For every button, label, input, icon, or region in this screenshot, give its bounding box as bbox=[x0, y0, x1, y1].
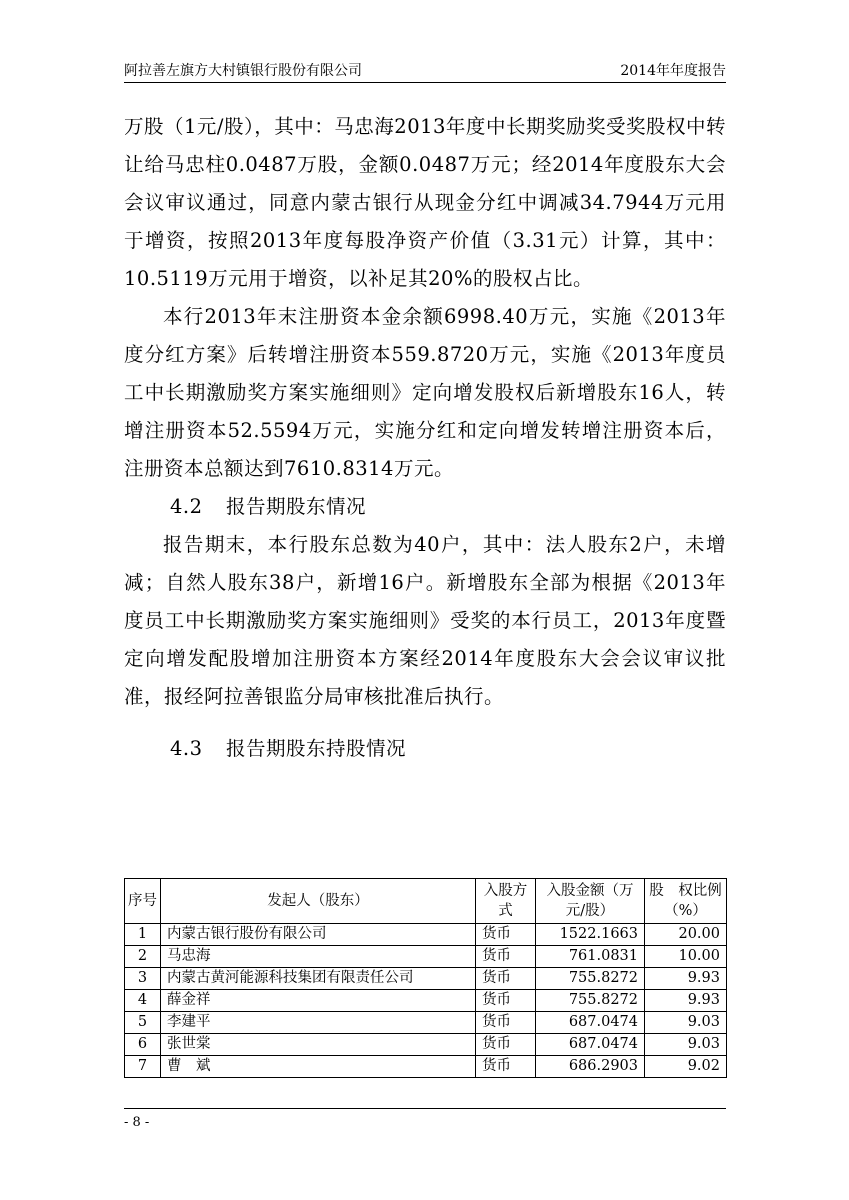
cell-seq: 7 bbox=[125, 1056, 161, 1078]
cell-seq: 3 bbox=[125, 968, 161, 990]
section-4-3-number: 4.3 bbox=[170, 737, 203, 760]
section-4-2-number: 4.2 bbox=[170, 495, 203, 518]
cell-amount: 686.2903 bbox=[536, 1056, 645, 1078]
table-row bbox=[125, 1034, 727, 1056]
cell-amount: 755.8272 bbox=[536, 968, 645, 990]
paragraph-continued: 万股（1元/股），其中：马忠海2013年度中长期奖励奖受奖股权中转让给马忠柱0.0487万股，金额0.0487万元；经2014年度股东大会会议审议通过，同意内蒙古银行从现金分红中调减34.7944万元用于增资，按照2013年度每股净资产价值（3.31元）计算，其中：10.5119万元用于增资，以补足其20%的股权占比。 bbox=[124, 115, 726, 290]
cell-ratio: 9.03 bbox=[645, 1012, 727, 1034]
header-ratio: 股 权比例（%） bbox=[645, 879, 727, 924]
cell-amount: 761.0831 bbox=[536, 946, 645, 968]
cell-amount: 755.8272 bbox=[536, 990, 645, 1012]
header-seq: 序号 bbox=[125, 879, 161, 924]
cell-ratio: 9.93 bbox=[645, 968, 727, 990]
cell-name: 李建平 bbox=[161, 1012, 476, 1034]
table-row bbox=[125, 946, 727, 968]
paragraph-registered-capital: 本行2013年末注册资本金余额6998.40万元，实施《2013年度分红方案》后转增注册资本559.8720万元，实施《2013年度员工中长期激励奖方案实施细则》定向增发股权后新增股东16人，转增注册资本52.5594万元，实施分红和定向增发转增注册资本后，注册资本总额达到7610.8314万元。 bbox=[124, 305, 726, 480]
cell-name: 内蒙古黄河能源科技集团有限责任公司 bbox=[161, 968, 476, 990]
header-report-title: 2014年年度报告 bbox=[620, 63, 726, 79]
cell-method: 货币 bbox=[476, 968, 536, 990]
cell-seq: 5 bbox=[125, 1012, 161, 1034]
cell-method: 货币 bbox=[476, 924, 536, 946]
table-row bbox=[125, 1056, 727, 1078]
cell-seq: 4 bbox=[125, 990, 161, 1012]
cell-name: 曹 斌 bbox=[161, 1056, 476, 1078]
cell-seq: 1 bbox=[125, 924, 161, 946]
shareholding-table-container bbox=[124, 878, 726, 1078]
cell-amount: 687.0474 bbox=[536, 1034, 645, 1056]
cell-ratio: 9.03 bbox=[645, 1034, 727, 1056]
header-bank-name: 阿拉善左旗方大村镇银行股份有限公司 bbox=[124, 63, 362, 79]
cell-seq: 6 bbox=[125, 1034, 161, 1056]
header-name: 发起人（股东） bbox=[161, 879, 476, 924]
cell-ratio: 9.02 bbox=[645, 1056, 727, 1078]
cell-ratio: 20.00 bbox=[645, 924, 727, 946]
table-row bbox=[125, 990, 727, 1012]
cell-amount: 687.0474 bbox=[536, 1012, 645, 1034]
cell-amount: 1522.1663 bbox=[536, 924, 645, 946]
cell-method: 货币 bbox=[476, 1034, 536, 1056]
cell-ratio: 10.00 bbox=[645, 946, 727, 968]
page-number: - 8 - bbox=[124, 1115, 150, 1130]
cell-method: 货币 bbox=[476, 990, 536, 1012]
cell-method: 货币 bbox=[476, 946, 536, 968]
table-row bbox=[125, 1012, 727, 1034]
cell-seq: 2 bbox=[125, 946, 161, 968]
paragraph-shareholders: 报告期末，本行股东总数为40户，其中：法人股东2户，未增减；自然人股东38户，新增16户。新增股东全部为根据《2013年度员工中长期激励奖方案实施细则》受奖的本行员工，2013年度暨定向增发配股增加注册资本方案经2014年度股东大会会议审议批准，报经阿拉善银监分局审核批准后执行。 bbox=[124, 533, 726, 708]
table-row bbox=[125, 924, 727, 946]
cell-name: 内蒙古银行股份有限公司 bbox=[161, 924, 476, 946]
section-4-2-title: 报告期股东情况 bbox=[226, 495, 367, 518]
cell-method: 货币 bbox=[476, 1056, 536, 1078]
document-body bbox=[124, 108, 726, 768]
header-method: 入股方式 bbox=[476, 879, 536, 924]
page-header bbox=[124, 56, 726, 82]
section-4-3-heading bbox=[124, 730, 726, 768]
footer-divider bbox=[124, 1108, 726, 1109]
cell-name: 张世棠 bbox=[161, 1034, 476, 1056]
cell-ratio: 9.93 bbox=[645, 990, 727, 1012]
table-row bbox=[125, 968, 727, 990]
shareholding-table bbox=[124, 878, 727, 1078]
section-4-2-heading bbox=[124, 488, 726, 526]
cell-name: 马忠海 bbox=[161, 946, 476, 968]
cell-method: 货币 bbox=[476, 1012, 536, 1034]
header-amount: 入股金额（万元/股） bbox=[536, 879, 645, 924]
table-header-row bbox=[125, 879, 727, 924]
cell-name: 薛金祥 bbox=[161, 990, 476, 1012]
section-4-3-title: 报告期股东持股情况 bbox=[226, 737, 407, 760]
header-divider bbox=[124, 82, 726, 83]
